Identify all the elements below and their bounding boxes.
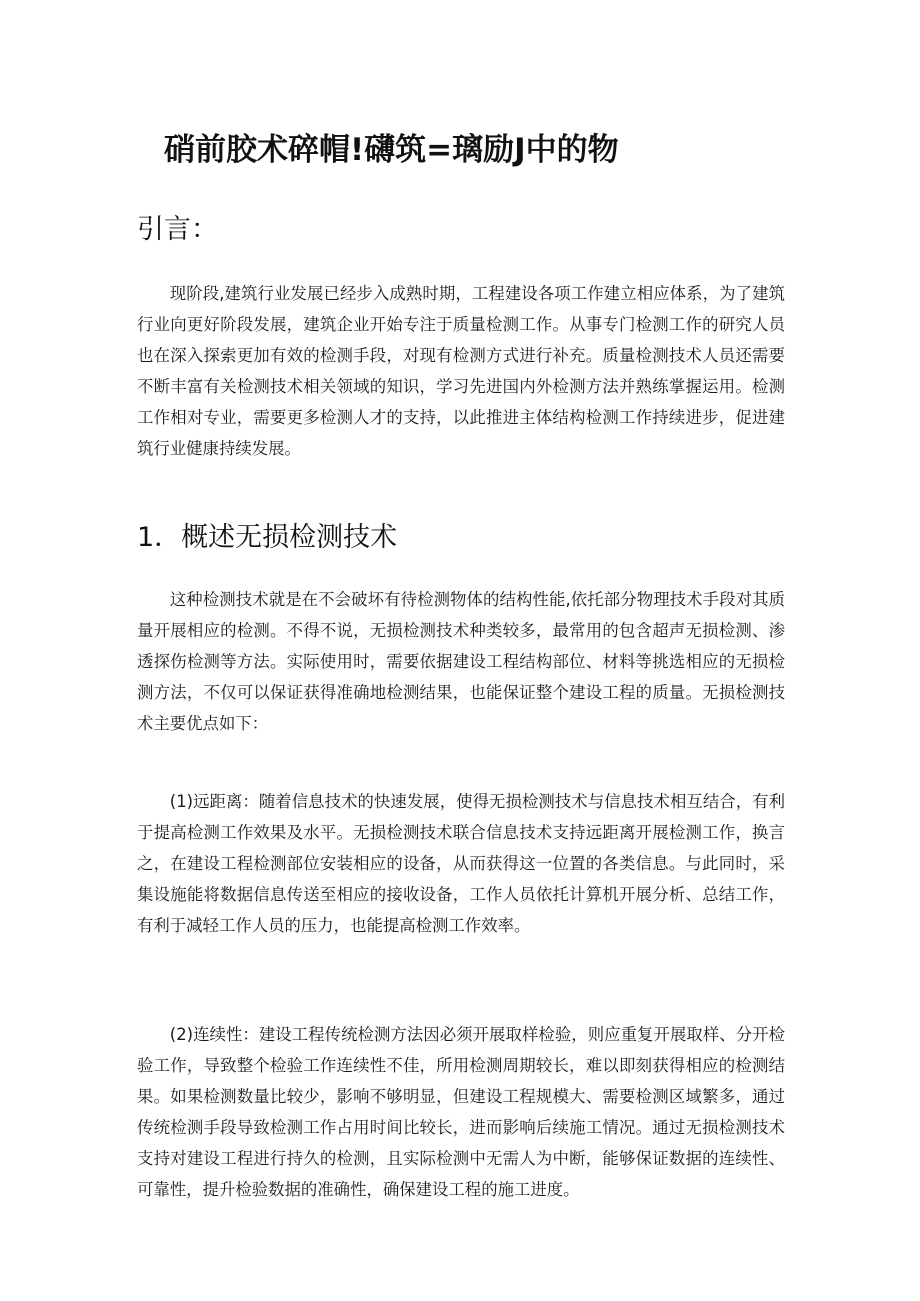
section-1-heading: 1．概述无损检测技术 bbox=[137, 522, 398, 553]
advantage-item-1-paragraph: (1)远距离：随着信息技术的快速发展，使得无损检测技术与信息技术相互结合，有利于提高检测工作效果及水平。无损检测技术联合信息技术支持远距离开展检测工作，换言之，在建设工程检测部位安装相应的设备，从而获得这一位置的各类信息。与此同时，采集设施能将数据信息传送至相应的接收设备，工作人员依托计算机开展分析、总结工作，有利于减轻工作人员的压力，也能提高检测工作效率。 bbox=[137, 792, 785, 936]
section-1-paragraph: 这种检测技术就是在不会破坏有待检测物体的结构性能,依托部分物理技术手段对其质量开展相应的检测。不得不说，无损检测技术种类较多，最常用的包含超声无损检测、渗透探伤检测等方法。实际使用时，需要依据建设工程结构部位、材料等挑选相应的无损检测方法，不仅可以保证获得准确地检测结果，也能保证整个建设工程的质量。无损检测技术主要优点如下： bbox=[137, 590, 785, 734]
intro-paragraph: 现阶段,建筑行业发展已经步入成熟时期，工程建设各项工作建立相应体系，为了建筑行业向更好阶段发展，建筑企业开始专注于质量检测工作。从事专门检测工作的研究人员也在深入探索更加有效的检测手段，对现有检测方式进行补充。质量检测技术人员还需要不断丰富有关检测技术相关领域的知识，学习先进国内外检测方法并熟练掌握运用。检测工作相对专业，需要更多检测人才的支持，以此推进主体结构检测工作持续进步，促进建筑行业健康持续发展。 bbox=[137, 284, 785, 459]
advantage-item-2-paragraph: (2)连续性：建设工程传统检测方法因必须开展取样检验，则应重复开展取样、分开检验工作，导致整个检验工作连续性不佳，所用检测周期较长，难以即刻获得相应的检测结果。如果检测数量比较少，影响不够明显，但建设工程规模大、需要检测区域繁多，通过传统检测手段导致检测工作占用时间比较长，进而影响后续施工情况。通过无损检测技术支持对建设工程进行持久的检测，且实际检测中无需人为中断，能够保证数据的连续性、可靠性，提升检验数据的准确性，确保建设工程的施工进度。 bbox=[137, 1025, 785, 1200]
intro-heading: 引言： bbox=[137, 214, 218, 245]
document-title: 硝前胶术碎帽!礴筑=璃励J中的物 bbox=[164, 132, 619, 168]
